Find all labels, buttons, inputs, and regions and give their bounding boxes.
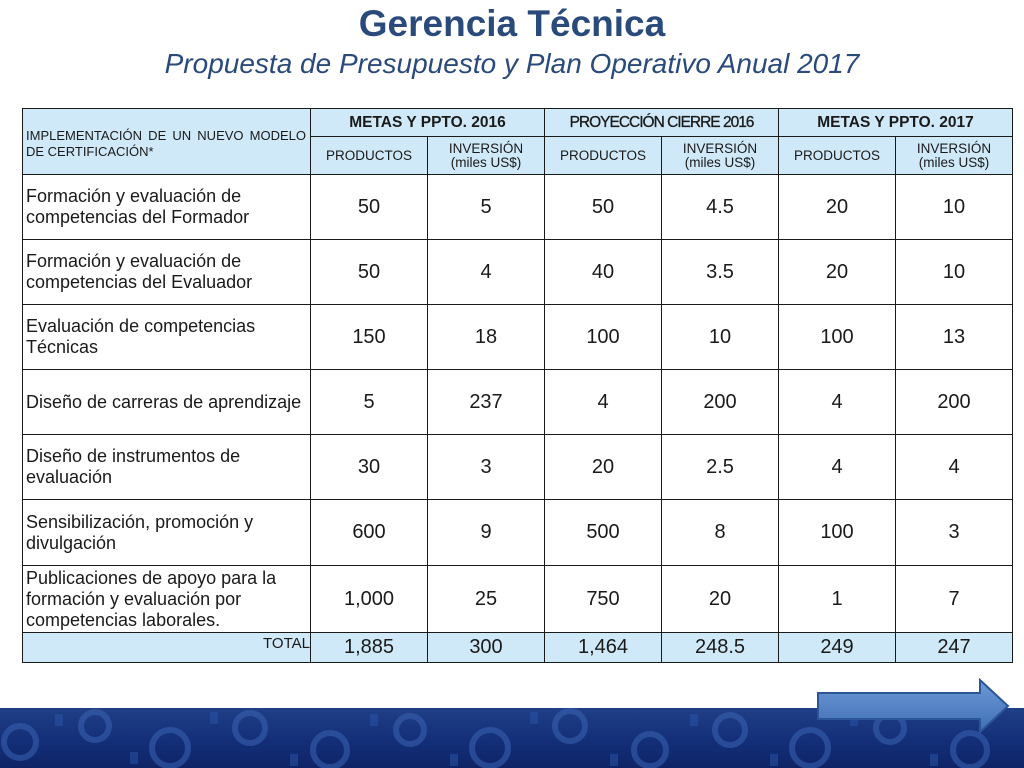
table-row xyxy=(23,500,1013,566)
total-value: 1,885 xyxy=(311,633,428,663)
cell-value: 25 xyxy=(428,566,545,633)
row-label: Publicaciones de apoyo para la formación y evaluación por competencias laborales. xyxy=(23,566,311,633)
total-value: 249 xyxy=(779,633,896,663)
cell-value: 600 xyxy=(311,500,428,566)
table-row xyxy=(23,370,1013,435)
cell-value: 5 xyxy=(311,370,428,435)
cell-value: 3.5 xyxy=(662,240,779,305)
group-header-metas-2016: METAS Y PPTO. 2016 xyxy=(311,109,545,137)
next-arrow-button[interactable] xyxy=(815,678,1011,734)
total-row xyxy=(23,633,1013,663)
cell-value: 3 xyxy=(896,500,1013,566)
inversion-line1: INVERSIÓN xyxy=(916,140,992,156)
total-value: 300 xyxy=(428,633,545,663)
cell-value: 13 xyxy=(896,305,1013,370)
cell-value: 4 xyxy=(779,370,896,435)
cell-value: 4 xyxy=(545,370,662,435)
total-label: TOTAL xyxy=(23,633,311,663)
page-subtitle: Propuesta de Presupuesto y Plan Operativo Anual 2017 xyxy=(164,48,860,79)
row-label: Sensibilización, promoción y divulgación xyxy=(23,500,311,566)
sub-header-productos: PRODUCTOS xyxy=(545,137,662,175)
total-value: 1,464 xyxy=(545,633,662,663)
row-label: Formación y evaluación de competencias del Formador xyxy=(23,175,311,240)
group-header-metas-2017: METAS Y PPTO. 2017 xyxy=(779,109,1013,137)
page-title: Gerencia Técnica xyxy=(358,3,666,44)
cell-value: 200 xyxy=(662,370,779,435)
inversion-line2: (miles US$) xyxy=(684,154,756,170)
cell-value: 2.5 xyxy=(662,435,779,500)
cell-value: 10 xyxy=(896,175,1013,240)
cell-value: 30 xyxy=(311,435,428,500)
cell-value: 20 xyxy=(545,435,662,500)
row-label: Evaluación de competencias Técnicas xyxy=(23,305,311,370)
cell-value: 50 xyxy=(545,175,662,240)
row-label: Formación y evaluación de competencias del Evaluador xyxy=(23,240,311,305)
cell-value: 4 xyxy=(779,435,896,500)
sub-header-inversion xyxy=(896,137,1013,175)
cell-value: 237 xyxy=(428,370,545,435)
budget-table xyxy=(22,108,1013,663)
table-row xyxy=(23,566,1013,633)
cell-value: 500 xyxy=(545,500,662,566)
total-value: 248.5 xyxy=(662,633,779,663)
cell-value: 5 xyxy=(428,175,545,240)
inversion-line1: INVERSIÓN xyxy=(682,140,758,156)
cell-value: 10 xyxy=(896,240,1013,305)
cell-value: 50 xyxy=(311,240,428,305)
cell-value: 100 xyxy=(779,305,896,370)
cell-value: 18 xyxy=(428,305,545,370)
cell-value: 9 xyxy=(428,500,545,566)
total-value: 247 xyxy=(896,633,1013,663)
inversion-line2: (miles US$) xyxy=(450,154,522,170)
cell-value: 7 xyxy=(896,566,1013,633)
cell-value: 10 xyxy=(662,305,779,370)
table-row xyxy=(23,305,1013,370)
cell-value: 100 xyxy=(545,305,662,370)
cell-value: 750 xyxy=(545,566,662,633)
cell-value: 20 xyxy=(779,175,896,240)
corner-header: IMPLEMENTACIÓN DE UN NUEVO MODELO DE CERTIFICACIÓN* xyxy=(23,109,311,175)
table-row xyxy=(23,435,1013,500)
table-row xyxy=(23,175,1013,240)
sub-header-productos: PRODUCTOS xyxy=(311,137,428,175)
cell-value: 1,000 xyxy=(311,566,428,633)
row-label: Diseño de instrumentos de evaluación xyxy=(23,435,311,500)
cell-value: 20 xyxy=(779,240,896,305)
sub-header-productos: PRODUCTOS xyxy=(779,137,896,175)
cell-value: 3 xyxy=(428,435,545,500)
sub-header-inversion xyxy=(428,137,545,175)
table-row xyxy=(23,240,1013,305)
cell-value: 100 xyxy=(779,500,896,566)
cell-value: 1 xyxy=(779,566,896,633)
inversion-line1: INVERSIÓN xyxy=(448,140,524,156)
cell-value: 50 xyxy=(311,175,428,240)
cell-value: 20 xyxy=(662,566,779,633)
cell-value: 4 xyxy=(428,240,545,305)
cell-value: 4 xyxy=(896,435,1013,500)
cell-value: 200 xyxy=(896,370,1013,435)
cell-value: 150 xyxy=(311,305,428,370)
cell-value: 4.5 xyxy=(662,175,779,240)
cell-value: 8 xyxy=(662,500,779,566)
row-label: Diseño de carreras de aprendizaje xyxy=(23,370,311,435)
sub-header-inversion xyxy=(662,137,779,175)
group-header-proyeccion-2016: PROYECCIÓN CIERRE 2016 xyxy=(545,109,779,137)
inversion-line2: (miles US$) xyxy=(918,154,990,170)
cell-value: 40 xyxy=(545,240,662,305)
